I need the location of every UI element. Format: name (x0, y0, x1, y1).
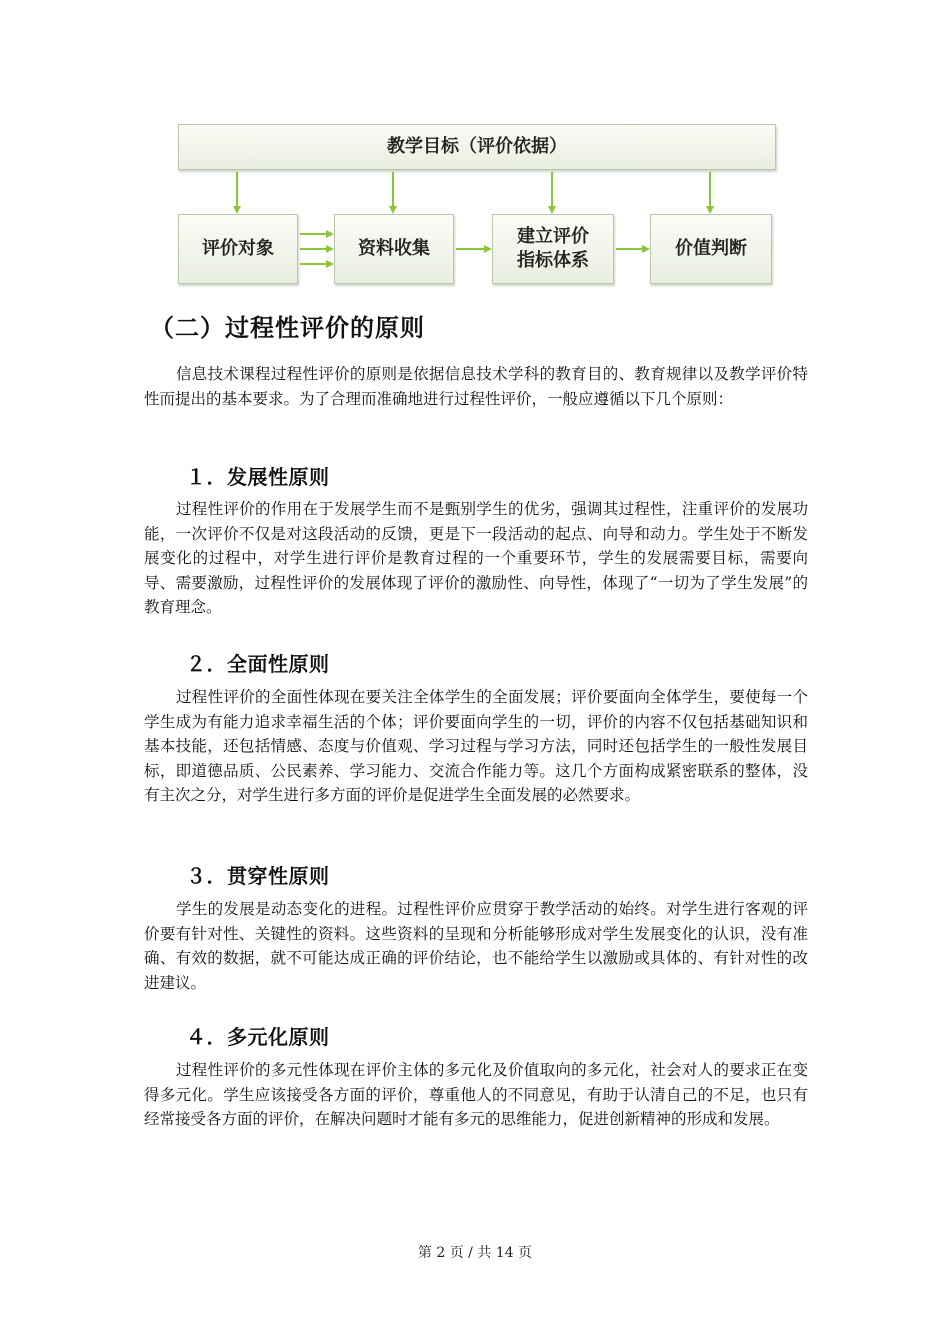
evaluation-object-box: 评价对象 (178, 214, 298, 284)
principle-4-text: 过程性评价的多元性体现在评价主体的多元化及价值取向的多元化，社会对人的要求正在变得多元化。学生应该接受各方面的评价，尊重他人的不同意见，有助于认清自己的不足，也只有经常接受各方面的评价，在解决问题时才能有多元的思维能力，促进创新精神的形成和发展。 (144, 1061, 808, 1129)
principle-3-text: 学生的发展是动态变化的进程。过程性评价应贯穿于教学活动的始终。对学生进行客观的评价要有针对性、关键性的资料。这些资料的呈现和分析能够形成对学生发展变化的认识，没有准确、有效的数据，就不可能达成正确的评价结论，也不能给学生以激励或具体的、有针对性的改进建议。 (144, 900, 808, 992)
index-system-line2: 指标体系 (517, 250, 589, 271)
principle-2-title: ２．全面性原则 (186, 652, 330, 676)
principle-4-title: ４．多元化原则 (186, 1025, 330, 1049)
evaluation-flow-diagram (176, 122, 778, 288)
value-judgment-box: 价值判断 (650, 214, 772, 284)
index-system-line1: 建立评价 (517, 226, 589, 247)
page-footer: 第 2 页 / 共 14 页 (417, 1245, 533, 1261)
section-title: （二）过程性评价的原则 (150, 314, 425, 342)
principle-2-text: 过程性评价的全面性体现在要关注全体学生的全面发展；评价要面向全体学生，要使每一个学生成为有能力追求幸福生活的个体；评价要面向学生的一切，评价的内容不仅包括基础知识和基本技能，还包括情感、态度与价值观、学习过程与学习方法，同时还包括学生的一般性发展目标，即道德品质、公民素养、学习能力、交流合作能力等。这几个方面构成紧密联系的整体，没有主次之分，对学生进行多方面的评价是促进学生全面发展的必然要求。 (144, 688, 808, 805)
index-system-box (492, 214, 614, 284)
teaching-goal-box: 教学目标（评价依据） (178, 124, 776, 170)
data-collection-box: 资料收集 (334, 214, 454, 284)
intro-paragraph: 信息技术课程过程性评价的原则是依据信息技术学科的教育目的、教育规律以及教学评价特性而提出的基本要求。为了合理而准确地进行过程性评价，一般应遵循以下几个原则： (144, 365, 808, 408)
principle-1-title: １．发展性原则 (186, 465, 330, 489)
principle-1-text: 过程性评价的作用在于发展学生而不是甄别学生的优劣，强调其过程性，注重评价的发展功能，一次评价不仅是对这段活动的反馈，更是下一段活动的起点、向导和动力。学生处于不断发展变化的过程中，对学生进行评价是教育过程的一个重要环节，学生的发展需要目标，需要向导、需要激励，过程性评价的发展体现了评价的激励性、向导性，体现了“一切为了学生发展”的教育理念。 (144, 500, 808, 617)
principle-3-title: ３．贯穿性原则 (186, 864, 330, 888)
